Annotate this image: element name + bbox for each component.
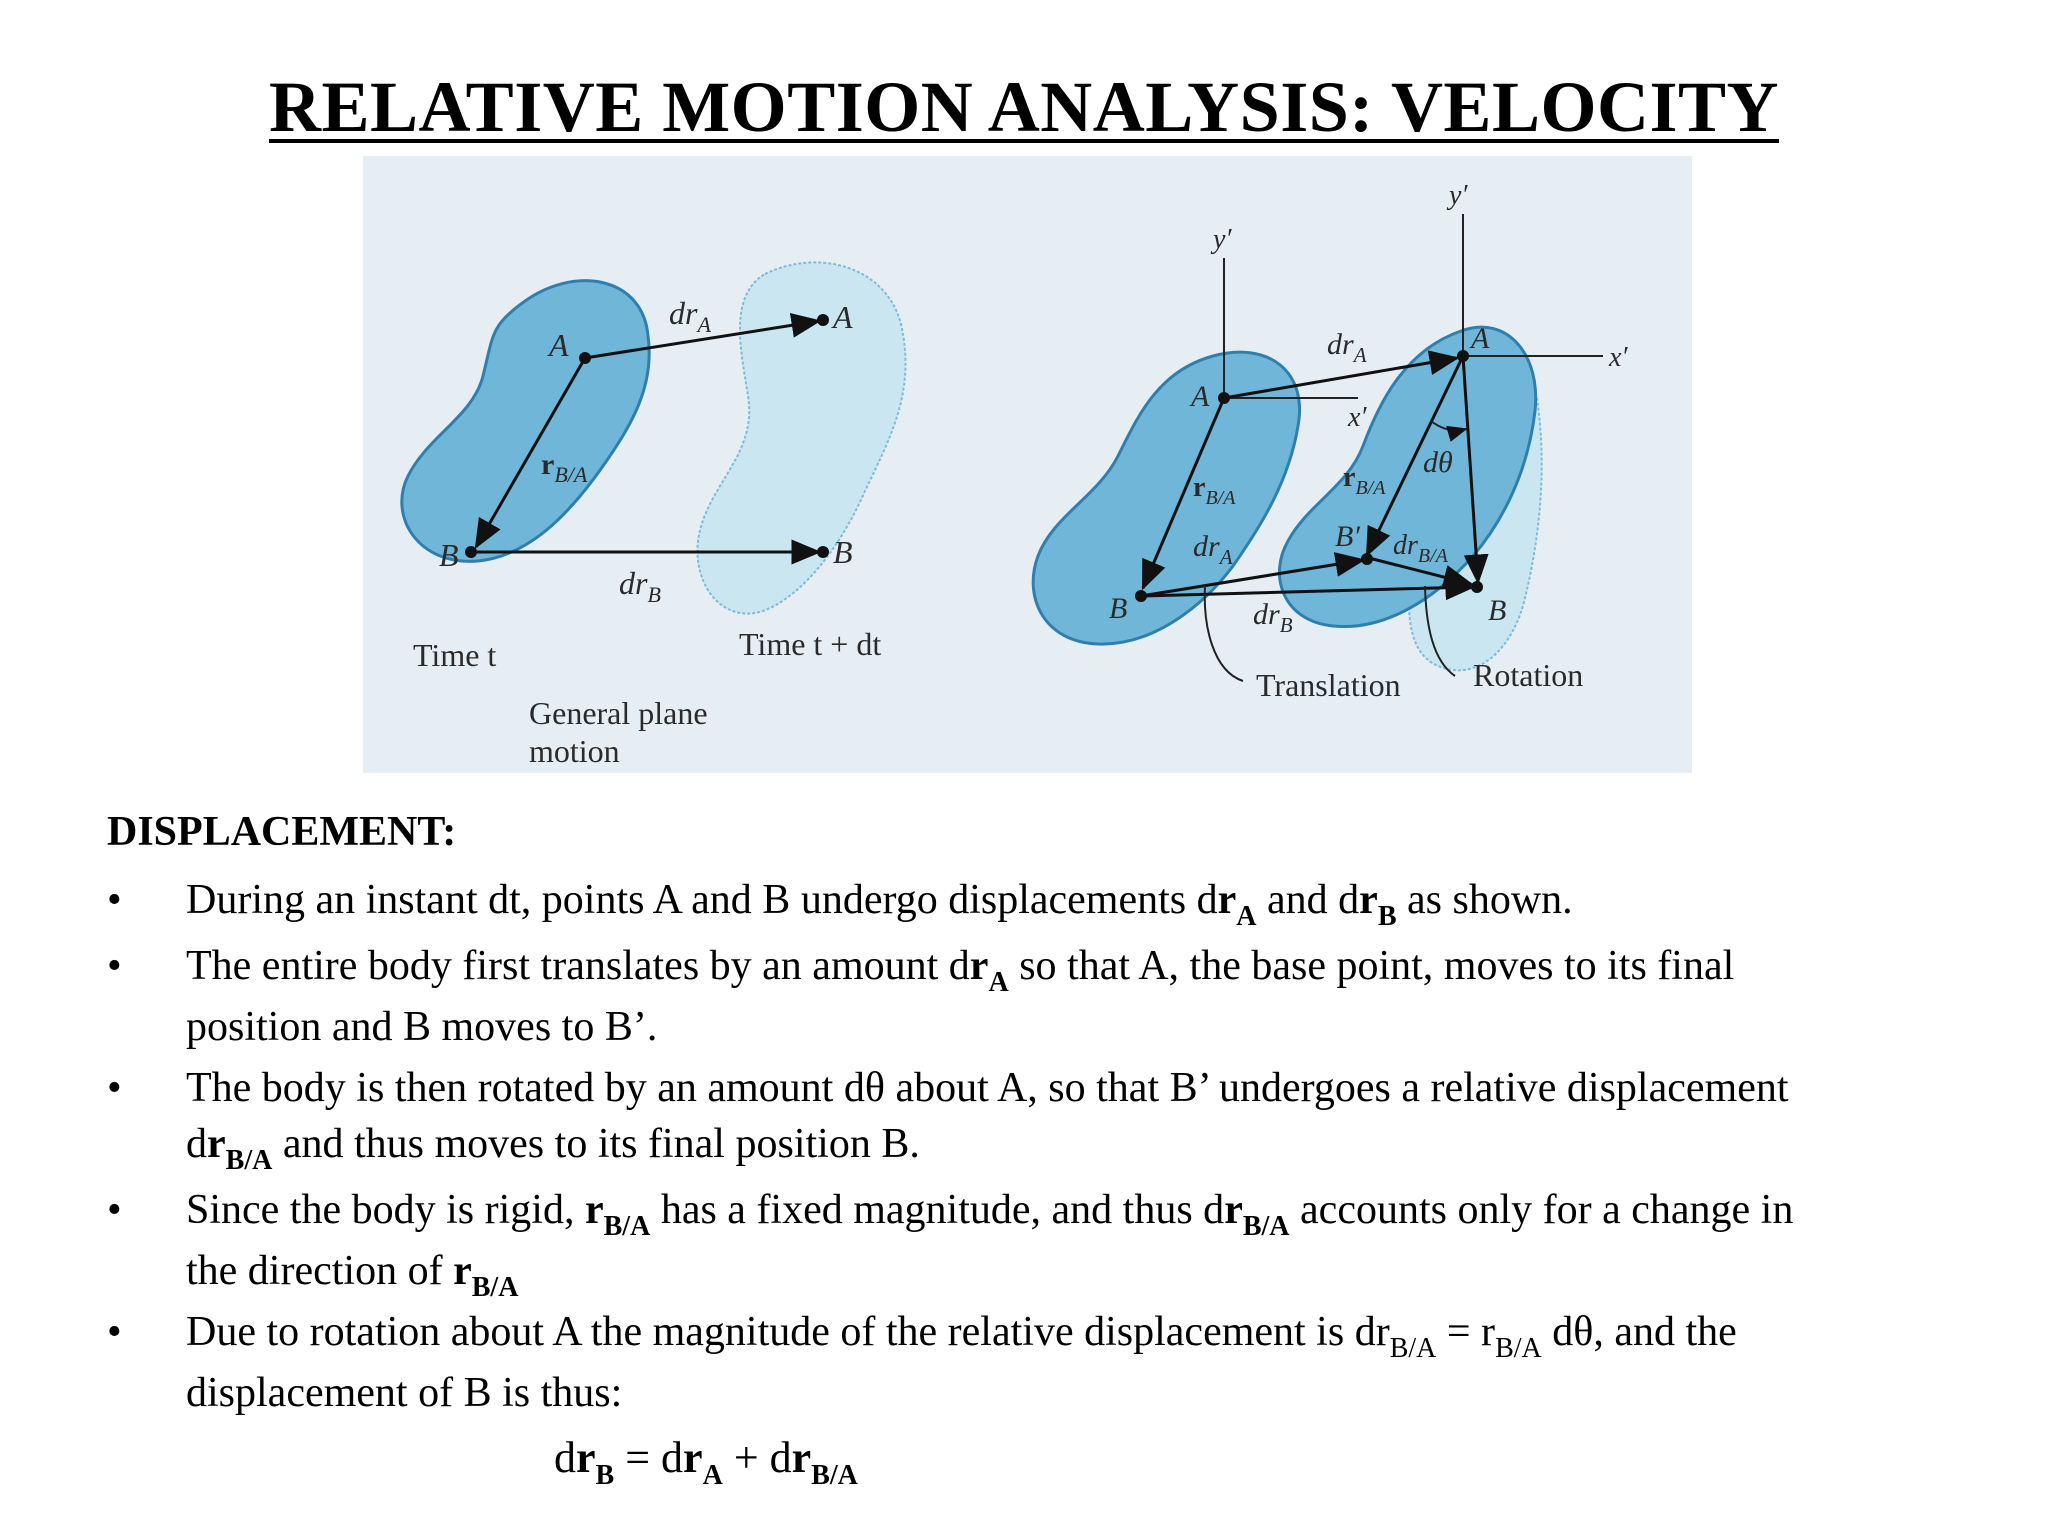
point-b-prime [1361,553,1373,565]
point-a-left-final [817,314,829,326]
label-rotation: Rotation [1473,657,1584,693]
label-b-final: B [1488,594,1507,627]
bullet-text-1: During an instant dt, points A and B undergo displacements $dr_A$ and $dr_B$ as shown. [186,877,1573,932]
label-time-t: Time t [413,637,497,673]
bullet-text-3: The body is then rotated by an amount dθ about A, so that B’ undergoes a relative displacement $dr_{B/A}$ and thus moves to its final position B. [186,1065,1789,1176]
label-r-ba-translated: $r_{B/A}$ [1343,462,1386,499]
label-motion: motion [529,733,620,769]
point-b-left-final [817,546,829,558]
label-dr-b-right: $dr_B$ [1253,598,1293,637]
leader-translation [1205,586,1243,681]
point-b-final [1471,581,1483,593]
label-r-ba-original: $r_{B/A}$ [1193,472,1236,509]
label-y-prime-final: y′ [1449,180,1468,211]
label-b-prime: B′ [1335,520,1360,553]
bullet-symbol: • [107,1309,122,1355]
bullet-symbol: • [107,877,122,923]
label-r-ba-left: $r_{B/A}$ [541,448,588,487]
label-dr-a-left: $dr_A$ [669,295,711,337]
label-time-t-dt: Time t + dt [739,626,882,662]
section-heading-displacement: DISPLACEMENT: [107,809,457,855]
label-b-left-final: B [833,534,853,570]
label-b-left: B [439,537,459,573]
label-dr-ba: $dr_{B/A}$ [1393,530,1448,567]
label-x-prime-original: x′ [1348,402,1367,433]
relative-motion-figure [363,156,1692,773]
bullet-symbol: • [107,1187,122,1233]
bullet-text-2: The entire body first translates by an amount $dr_A$ so that A, the base point, moves to its final position and B moves to B’. [186,943,1735,1050]
label-d-theta: dθ [1423,446,1453,479]
label-a-original: A [1191,380,1210,413]
page-title: RELATIVE MOTION ANALYSIS: VELOCITY [268,67,1780,147]
label-x-prime-final: x′ [1609,342,1628,373]
body-left [402,281,649,562]
label-a-final: A [1471,322,1490,355]
bullet-symbol: • [107,1065,122,1111]
point-a-left [579,352,591,364]
point-b-original [1135,590,1147,602]
point-a-original [1218,392,1230,404]
label-dr-b-left: $dr_B$ [619,565,661,607]
label-dr-a-mid: $dr_A$ [1193,530,1233,569]
label-dr-a-top: $dr_A$ [1327,328,1367,367]
label-general-plane: General plane [529,695,708,731]
point-a-final [1457,350,1469,362]
label-y-prime-original: y′ [1213,224,1232,255]
displacement-equation: $dr_B = dr_A + dr_{B/A}$ [554,1433,858,1491]
label-b-original: B [1109,592,1128,625]
bullet-text-5: Due to rotation about A the magnitude of the relative displacement is $dr_{B/A} = r_{B/A}$ dθ, and the displacement of B is thus: [186,1309,1737,1416]
bullet-symbol: • [107,943,122,989]
figure-drawing [363,156,1692,773]
label-a-left-final: A [833,299,853,335]
bullet-text-4: Since the body is rigid, $r_{B/A}$ has a fixed magnitude, and thus $dr_{B/A}$ accounts only for a change in the direction of $r_{B/A}$ [186,1187,1794,1303]
ghost-body-left [697,262,905,613]
label-a-left: A [549,327,569,363]
label-translation: Translation [1256,667,1401,703]
point-b-left [465,546,477,558]
